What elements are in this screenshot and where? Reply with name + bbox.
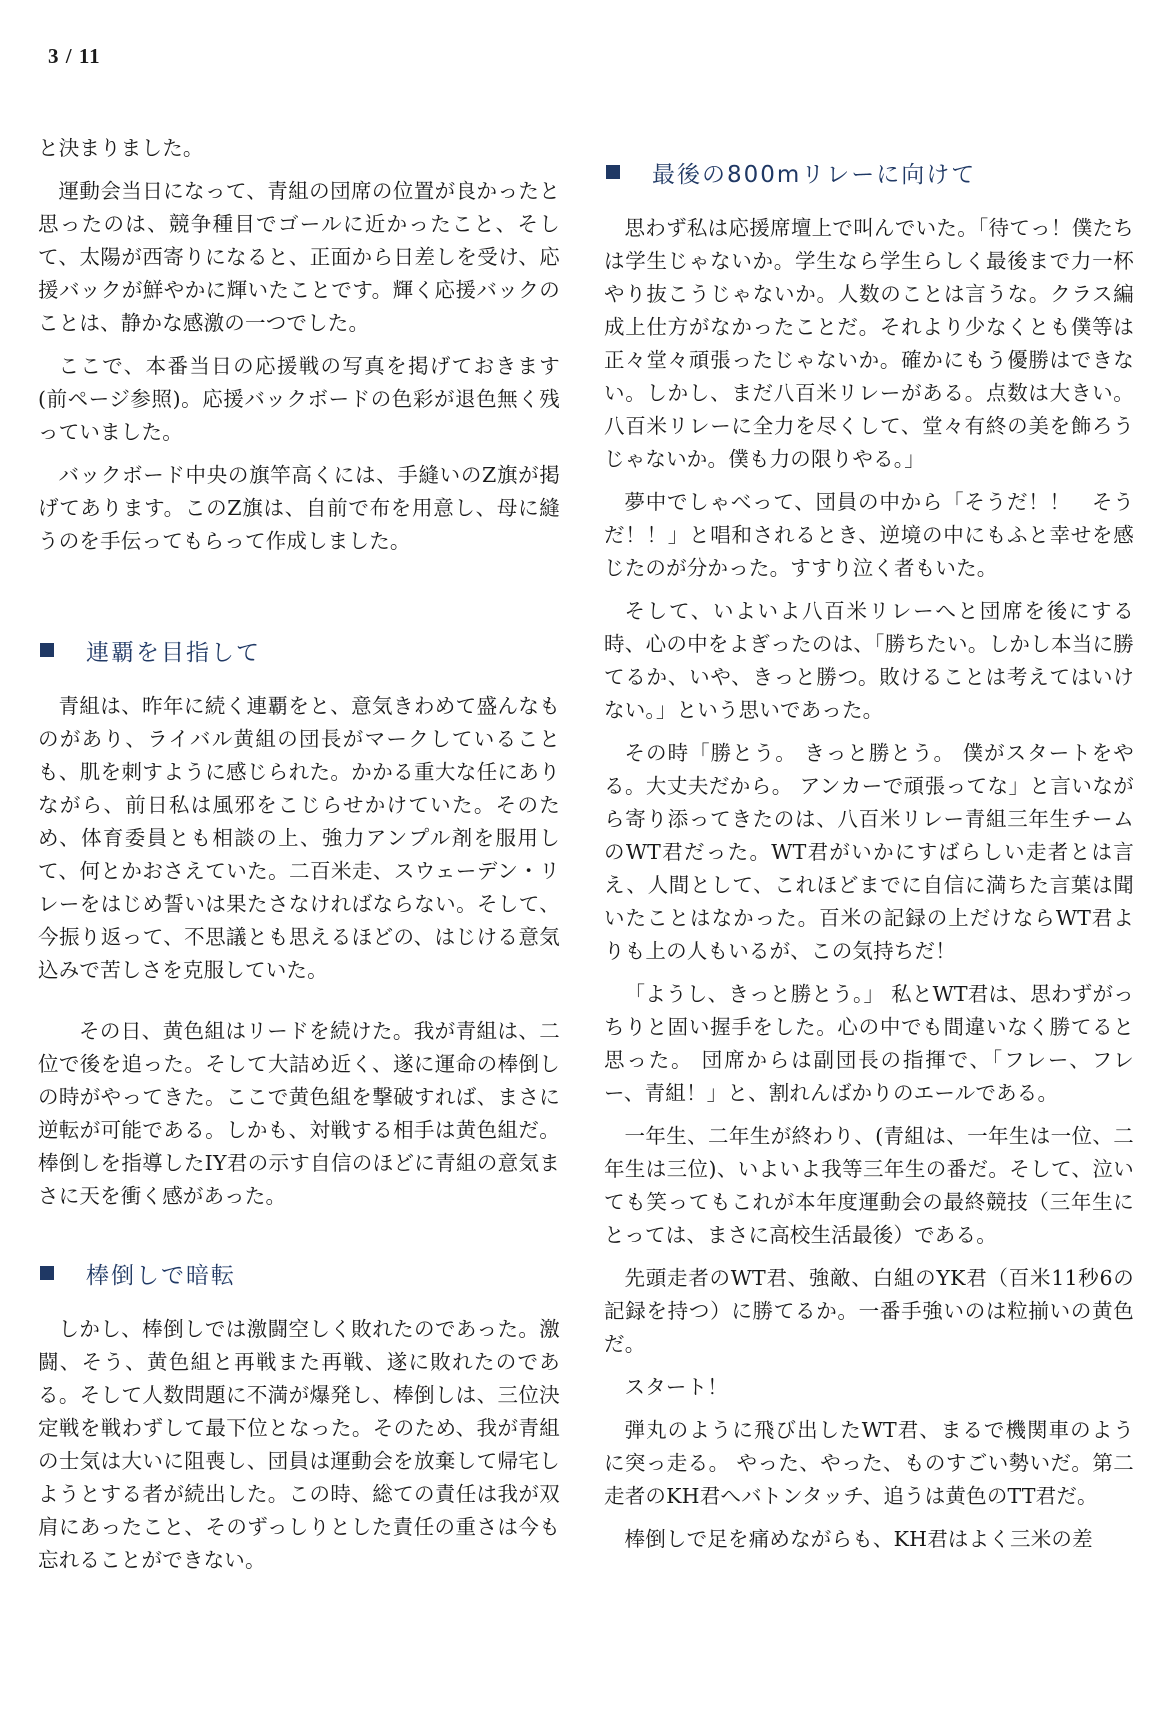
paragraph: 思わず私は応援席壇上で叫んでいた。「待てっ！僕たちは学生じゃないか。学生なら学生らしく最後まで力一杯やり抜こうじゃないか。人数のことは言うな。クラス編成上仕方がなかったことだ。それより少なくとも僕等は正々堂々頑張ったじゃないか。確かにもう優勝はできない。しかし、まだ八百米リレーがある。点数は大きい。八百米リレーに全力を尽くして、堂々有終の美を飾ろうじゃないか。僕も力の限りやる。」 — [604, 216, 1134, 471]
right-column — [604, 152, 1134, 1566]
paragraph: 運動会当日になって、青組の団席の位置が良かったと思ったのは、競争種目でゴールに近かったこと、そして、太陽が西寄りになると、正面から日差しを受け、応援バックが鮮やかに輝いたことです。輝く応援バックのことは、静かな感激の一つでした。 — [38, 179, 560, 335]
section-heading-text: 棒倒しで暗転 — [86, 1262, 236, 1289]
paragraph: そして、いよいよ八百米リレーへと団席を後にする時、心の中をよぎったのは、「勝ちたい。しかし本当に勝てるか、いや、きっと勝つ。敗けることは考えてはいけない。」という思いであった。 — [604, 599, 1134, 722]
square-bullet-icon — [606, 165, 620, 179]
section-heading-text: 連覇を目指して — [86, 639, 261, 666]
paragraph: バックボード中央の旗竿高くには、手縫いのZ旗が掲げてあります。このZ旗は、自前で布を用意し、母に縫うのを手伝ってもらって作成しました。 — [38, 463, 560, 553]
paragraph: その時「勝とう。 きっと勝とう。 僕がスタートをやる。大丈夫だから。 アンカーで頑張ってな」と言いながら寄り添ってきたのは、八百米リレー青組三年生チームのWT君だった。WT君がいかにすばらしい走者とは言え、人間として、これほどまでに自信に満ちた言葉は聞いたことはなかった。百米の記録の上だけならWT君よりも上の人もいるが、この気持ちだ！ — [604, 741, 1134, 963]
paragraph: 一年生、二年生が終わり、(青組は、一年生は一位、二年生は三位)、いよいよ我等三年生の番だ。そして、泣いても笑ってもこれが本年度運動会の最終競技（三年生にとっては、まさに高校生活最後）である。 — [604, 1124, 1134, 1247]
paragraph: スタート！ — [624, 1375, 728, 1399]
section-heading-relay — [604, 152, 1134, 192]
left-column — [38, 132, 560, 1587]
paragraph: 夢中でしゃべって、団員の中から「そうだ！！ そうだ！！」と唱和されるとき、逆境の中にもふと幸せを感じたのが分かった。すすり泣く者もいた。 — [604, 490, 1134, 580]
paragraph: その日、黄色組はリードを続けた。我が青組は、二位で後を追った。そして大詰め近く、遂に運命の棒倒しの時がやってきた。ここで黄色組を撃破すれば、まさに逆転が可能である。しかも、対戦する相手は黄色組だ。棒倒しを指導したIY君の示す自信のほどに青組の意気まさに天を衝く感があった。 — [38, 1019, 560, 1208]
square-bullet-icon — [40, 1266, 54, 1280]
paragraph: 青組は、昨年に続く連覇をと、意気きわめて盛んなものがあり、ライバル黄組の団長がマークしていることも、肌を刺すように感じられた。かかる重大な任にありながら、前日私は風邪をこじらせかけていた。そのため、体育委員とも相談の上、強力アンプル剤を服用して、何とかおさえていた。二百米走、スウェーデン・リレーをはじめ誓いは果たさなければならない。そして、今振り返って、不思議とも思えるほどの、はじける意気込みで苦しさを克服していた。 — [38, 694, 560, 982]
paragraph: 「ようし、きっと勝とう。」 私とWT君は、思わずがっちりと固い握手をした。心の中でも間違いなく勝てると思った。 団席からは副団長の指揮で、「フレー、フレー、青組！」と、割れんばかりのエールである。 — [604, 982, 1134, 1105]
paragraph: 弾丸のように飛び出したWT君、まるで機関車のように突っ走る。 やった、やった、ものすごい勢いだ。第二走者のKH君へバトンタッチ、追うは黄色のTT君だ。 — [604, 1418, 1134, 1508]
paragraph: 先頭走者のWT君、強敵、白組のYK君（百米11秒6の記録を持つ）に勝てるか。一番手強いのは粒揃いの黄色だ。 — [604, 1266, 1134, 1356]
section-heading-text: 最後の800mリレーに向けて — [652, 161, 977, 188]
paragraph: ここで、本番当日の応援戦の写真を掲げておきます(前ページ参照)。応援バックボードの色彩が退色無く残っていました。 — [38, 354, 560, 444]
section-heading-renpa — [38, 630, 560, 670]
page-number: 3 / 11 — [48, 44, 101, 68]
paragraph: 棒倒しで足を痛めながらも、KH君はよく三米の差 — [624, 1527, 1093, 1551]
section-heading-bodaoshi — [38, 1253, 560, 1293]
square-bullet-icon — [40, 643, 54, 657]
paragraph: と決まりました。 — [38, 136, 204, 160]
paragraph: しかし、棒倒しでは激闘空しく敗れたのであった。激闘、そう、黄色組と再戦また再戦、遂に敗れたのである。そして人数問題に不満が爆発し、棒倒しは、三位決定戦を戦わずして最下位となった。そのため、我が青組の士気は大いに阻喪し、団員は運動会を放棄して帰宅しようとする者が続出した。この時、総ての責任は我が双肩にあったこと、そのずっしりとした責任の重さは今も忘れることができない。 — [38, 1317, 560, 1572]
